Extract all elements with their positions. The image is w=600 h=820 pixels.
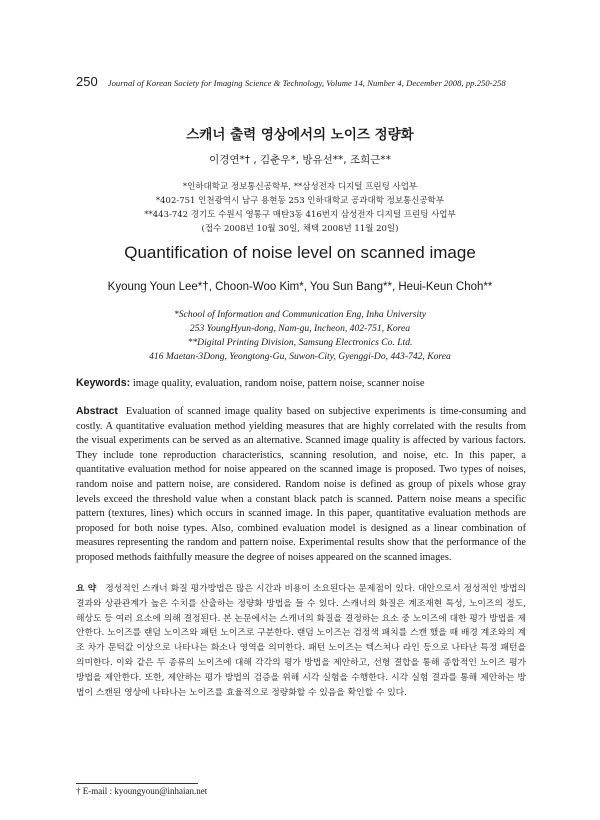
english-affiliation-line: *School of Information and Communication Eng, Inha University — [173, 309, 427, 320]
korean-affiliation-line: **443-742 경기도 수원시 영통구 매탄3동 416번지 삼성전자 디지털 프린팅 사업부 — [144, 210, 456, 220]
abstract-text: Evaluation of scanned image quality based on subjective experiments is time-consuming and costly. A quantitative evaluation method yielding measures that are highly correlated with the results from the visual experiments can be served as an alternative. Scanned image quality is affected by various factors. They include tone reproduction characteristics, scanning resolution, and noise, etc. In this paper, a quantitative evaluation method for noise appeared on the scanned image is proposed. Two types of noises, random noise and pattern noise, are considered. Random noise is defined as group of pixels whose gray levels exceed the threshold value when a constant black patch is scanned. Pattern noise means a specific pattern (textures, lines) which occurs in scanned image. In this paper, quantitative evaluation methods are proposed for both noise types. Also, combined evaluation model is designed as a linear combination of measures representing the random and pattern noise. Experimental results show that the performance of the proposed methods faithfully measure the degree of noises appeared on the scanned images. — [76, 406, 526, 563]
korean-authors: 이경연*† , 김춘우*, 방유선**, 조희근** — [209, 154, 391, 166]
abstract-label: Abstract — [76, 406, 118, 417]
page-number: 250 — [76, 74, 98, 89]
korean-summary-text: 정성적인 스캐너 화질 평가방법은 많은 시간과 비용이 소요된다는 문제점이 있다. 대안으로서 정성적인 방법의 결과와 상관관계가 높은 수치를 산출하는 정량화 방법을 들 수 있다. 스캐너의 화질은 계조재현 특성, 노이즈의 정도, 해상도 등 여러 요소에 의해 결정된다. 본 논문에서는 스캐너의 화질을 결정하는 요소 중 노이즈에 대한 평가 방법을 제안한다. 노이즈를 랜덤 노이즈와 패턴 노이즈로 구분한다. 랜덤 노이즈는 검정색 패치를 스캔 했을 때 배경 계조와의 계조 차가 문턱값 이상으로 나타나는 화소나 영역을 의미한다. 패턴 노이즈는 텍스쳐나 라인 등으로 나타난 특정 패턴을 의미한다. 이와 같은 두 종류의 노이즈에 대해 각각의 평가 방법을 제안하고, 선형 결합을 통해 종합적인 노이즈 평가 방법을 제안한다. 또한, 제안하는 평가 방법의 검증을 위해 시각 실험을 수행한다. 시각 실험 결과를 통해 제안하는 방법이 스캔된 영상에 나타나는 노이즈를 효율적으로 정량화할 수 있음을 확인할 수 있다. — [76, 584, 526, 698]
footnote-email: † E-mail : kyoungyoun@inhaian.net — [76, 786, 208, 796]
korean-summary-label: 요 약 — [76, 584, 97, 594]
korean-title: 스캐너 출력 영상에서의 노이즈 정량화 — [186, 127, 414, 143]
journal-citation: Journal of Korean Society for Imaging Science & Technology, Volume 14, Number 4, December 2008, pp.250-258 — [107, 78, 506, 88]
korean-summary — [76, 582, 526, 700]
english-affiliation-line: 253 YoungHyun-dong, Nam-gu, Incheon, 402-751, Korea — [189, 323, 411, 334]
keywords-text: image quality, evaluation, random noise, pattern noise, scanner noise — [132, 378, 425, 389]
keywords-label: Keywords: — [76, 377, 131, 389]
english-title: Quantification of noise level on scanned image — [124, 243, 476, 262]
submission-dates: (접수 2008년 10월 30일, 채택 2008년 11월 20일) — [201, 224, 399, 234]
footnote-divider — [76, 783, 198, 784]
english-authors: Kyoung Youn Lee*†, Choon-Woo Kim*, You Sun Bang**, Heui-Keun Choh** — [107, 281, 493, 293]
abstract — [76, 405, 526, 566]
english-affiliation-line: 416 Maetan-3Dong, Yeongtong-Gu, Suwon-City, Gyenggi-Do, 443-742, Korea — [149, 351, 451, 362]
keywords — [76, 377, 526, 389]
running-head — [76, 73, 536, 91]
korean-affiliation-line: *인하대학교 정보통신공학부, **삼성전자 디지털 프린팅 사업부 — [182, 182, 418, 192]
english-affiliation-line: **Digital Printing Division, Samsung Electronics Co. Ltd. — [187, 337, 413, 348]
korean-affiliation-line: *402-751 인천광역시 남구 용현동 253 인하대학교 공과대학 정보통신공학부 — [155, 196, 445, 206]
